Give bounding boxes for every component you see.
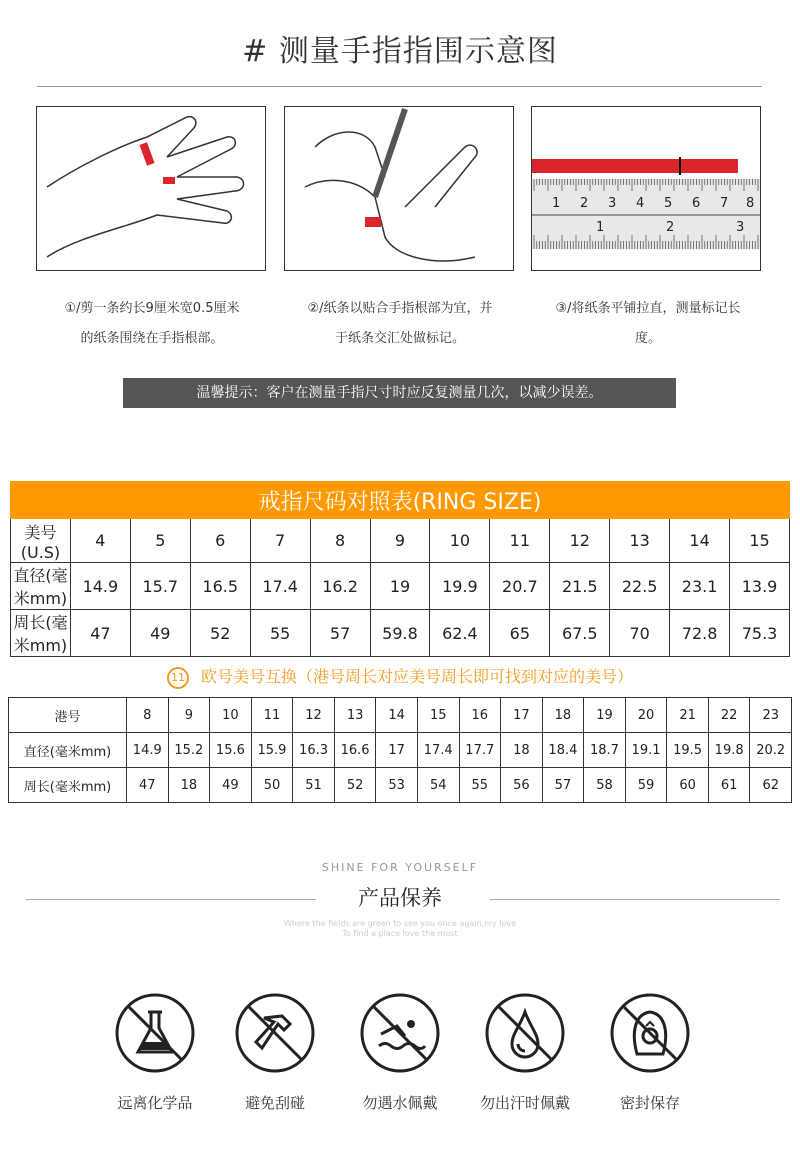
table-title: 戒指尺码对照表(RING SIZE) (11, 482, 790, 519)
care-title: 产品保养 (358, 886, 442, 910)
row-label: 港号 (9, 698, 127, 733)
ruler-number: 1 (596, 220, 605, 235)
step-2-illustration (284, 106, 514, 271)
table-cell: 67.5 (550, 610, 610, 657)
table-row (11, 610, 790, 657)
table-cell: 47 (70, 610, 130, 657)
table-cell: 18.7 (584, 733, 626, 768)
table-cell: 19.5 (667, 733, 709, 768)
table-cell: 20 (625, 698, 667, 733)
tip-banner: 温馨提示：客户在测量手指尺寸时应反复测量几次，以减少误差。 (123, 378, 676, 408)
care-label: 避免刮碰 (244, 1094, 305, 1112)
hand-marking-icon (285, 107, 513, 270)
table-cell: 49 (130, 610, 190, 657)
table-cell: 20.2 (750, 733, 792, 768)
table-cell: 57 (310, 610, 370, 657)
hk-subtitle (0, 664, 800, 689)
table-cell: 57 (542, 768, 584, 803)
table-cell: 17.4 (417, 733, 459, 768)
ruler-number: 2 (580, 196, 589, 211)
table-cell: 21 (667, 698, 709, 733)
care-label: 勿出汗时佩戴 (479, 1094, 570, 1112)
table-cell: 14.9 (127, 733, 169, 768)
table-cell: 13 (610, 519, 670, 563)
table-cell: 18 (542, 698, 584, 733)
table-row (11, 519, 790, 563)
table-cell: 16.3 (293, 733, 335, 768)
ruler-number: 1 (552, 196, 561, 211)
step-1-illustration (36, 106, 266, 271)
table-cell: 75.3 (730, 610, 790, 657)
table-cell: 10 (210, 698, 252, 733)
table-cell: 16.2 (310, 563, 370, 610)
caption-line: ③/将纸条平铺拉直，测量标记长 (555, 301, 741, 316)
table-cell: 21.5 (550, 563, 610, 610)
table-cell: 19.8 (708, 733, 750, 768)
table-row (9, 698, 792, 733)
table-cell: 70 (610, 610, 670, 657)
hk-size-table (8, 697, 792, 803)
caption-line: 于纸条交汇处做标记。 (334, 331, 465, 346)
table-cell: 22 (708, 698, 750, 733)
table-cell: 61 (708, 768, 750, 803)
table-cell: 55 (250, 610, 310, 657)
care-slogan: SHINE FOR YOURSELF (321, 861, 479, 874)
ruler-number: 8 (746, 196, 755, 211)
table-cell: 13 (334, 698, 376, 733)
table-cell: 5 (130, 519, 190, 563)
row-label: 直径(毫米mm) (11, 563, 71, 610)
step-2-caption (280, 294, 520, 354)
table-cell: 16 (459, 698, 501, 733)
table-cell: 15 (730, 519, 790, 563)
table-cell: 6 (190, 519, 250, 563)
step-1-caption (32, 294, 272, 354)
table-cell: 4 (70, 519, 130, 563)
row-label: 周长(毫米mm) (11, 610, 71, 657)
table-cell: 20.7 (490, 563, 550, 610)
table-cell: 52 (334, 768, 376, 803)
table-cell: 13.9 (730, 563, 790, 610)
table-cell: 65 (490, 610, 550, 657)
ring-box-icon (609, 992, 691, 1074)
table-cell: 53 (376, 768, 418, 803)
ruler-number: 6 (692, 196, 701, 211)
table-row (11, 563, 790, 610)
table-cell: 17.4 (250, 563, 310, 610)
ring-size-table (10, 481, 790, 657)
table-cell: 54 (417, 768, 459, 803)
table-cell: 19.1 (625, 733, 667, 768)
flask-icon (114, 992, 196, 1074)
caption-line: ②/纸条以贴合手指根部为宜，并 (307, 301, 493, 316)
table-cell: 7 (250, 519, 310, 563)
divider (490, 899, 780, 900)
ruler-number: 3 (608, 196, 617, 211)
row-label: 直径(毫米mm) (9, 733, 127, 768)
step-3-caption (528, 294, 768, 354)
table-cell: 18 (501, 733, 543, 768)
table-cell: 15 (417, 698, 459, 733)
table-cell: 9 (370, 519, 430, 563)
table-cell: 15.7 (130, 563, 190, 610)
table-cell: 19 (584, 698, 626, 733)
ruler-number: 3 (736, 220, 745, 235)
divider (37, 86, 762, 87)
table-cell: 59 (625, 768, 667, 803)
table-cell: 16.5 (190, 563, 250, 610)
table-cell: 14 (670, 519, 730, 563)
table-cell: 8 (310, 519, 370, 563)
table-cell: 10 (430, 519, 490, 563)
table-cell: 50 (251, 768, 293, 803)
page-title: # 测量手指指围示意图 (242, 34, 558, 69)
table-cell: 19 (370, 563, 430, 610)
table-row (9, 768, 792, 803)
step-3-illustration (531, 106, 761, 271)
care-label: 密封保存 (619, 1094, 680, 1112)
table-cell: 11 (490, 519, 550, 563)
number-badge: 11 (167, 667, 189, 689)
table-cell: 17 (376, 733, 418, 768)
table-cell: 9 (168, 698, 210, 733)
table-cell: 12 (293, 698, 335, 733)
swimmer-icon (359, 992, 441, 1074)
ruler-measure-icon (532, 107, 760, 270)
table-cell: 52 (190, 610, 250, 657)
hk-subtitle-text: 欧号美号互换（港号周长对应美号周长即可找到对应的美号） (200, 667, 633, 686)
table-cell: 47 (127, 768, 169, 803)
table-cell: 19.9 (430, 563, 490, 610)
care-tagline (0, 919, 800, 939)
table-cell: 17.7 (459, 733, 501, 768)
ruler-number: 7 (720, 196, 729, 211)
table-cell: 12 (550, 519, 610, 563)
table-cell: 51 (293, 768, 335, 803)
table-cell: 17 (501, 698, 543, 733)
table-cell: 72.8 (670, 610, 730, 657)
row-label: 周长(毫米mm) (9, 768, 127, 803)
table-cell: 23.1 (670, 563, 730, 610)
table-cell: 14 (376, 698, 418, 733)
table-cell: 23 (750, 698, 792, 733)
care-label: 远离化学品 (117, 1094, 193, 1112)
tagline-line: Where the fields are green to see you once again,my love (283, 919, 516, 928)
table-cell: 8 (127, 698, 169, 733)
tagline-line: To find a place love the most (342, 929, 458, 938)
hand-wrapping-icon (37, 107, 265, 270)
table-cell: 15.2 (168, 733, 210, 768)
table-cell: 15.6 (210, 733, 252, 768)
drop-icon (484, 992, 566, 1074)
table-cell: 49 (210, 768, 252, 803)
table-cell: 22.5 (610, 563, 670, 610)
ruler-number: 5 (664, 196, 673, 211)
table-cell: 15.9 (251, 733, 293, 768)
table-cell: 58 (584, 768, 626, 803)
caption-line: ①/剪一条约长9厘米宽0.5厘米 (64, 301, 240, 316)
table-cell: 62.4 (430, 610, 490, 657)
row-label: 美号(U.S) (11, 519, 71, 563)
ruler-number: 4 (636, 196, 645, 211)
caption-line: 的纸条围绕在手指根部。 (80, 331, 224, 346)
table-cell: 55 (459, 768, 501, 803)
table-cell: 18.4 (542, 733, 584, 768)
table-cell: 62 (750, 768, 792, 803)
table-cell: 60 (667, 768, 709, 803)
table-cell: 18 (168, 768, 210, 803)
table-row (9, 733, 792, 768)
hammer-icon (234, 992, 316, 1074)
table-cell: 56 (501, 768, 543, 803)
care-label: 勿遇水佩戴 (362, 1094, 438, 1112)
table-cell: 16.6 (334, 733, 376, 768)
table-cell: 11 (251, 698, 293, 733)
table-cell: 59.8 (370, 610, 430, 657)
table-cell: 14.9 (70, 563, 130, 610)
ruler-number: 2 (666, 220, 675, 235)
caption-line: 度。 (634, 331, 661, 346)
